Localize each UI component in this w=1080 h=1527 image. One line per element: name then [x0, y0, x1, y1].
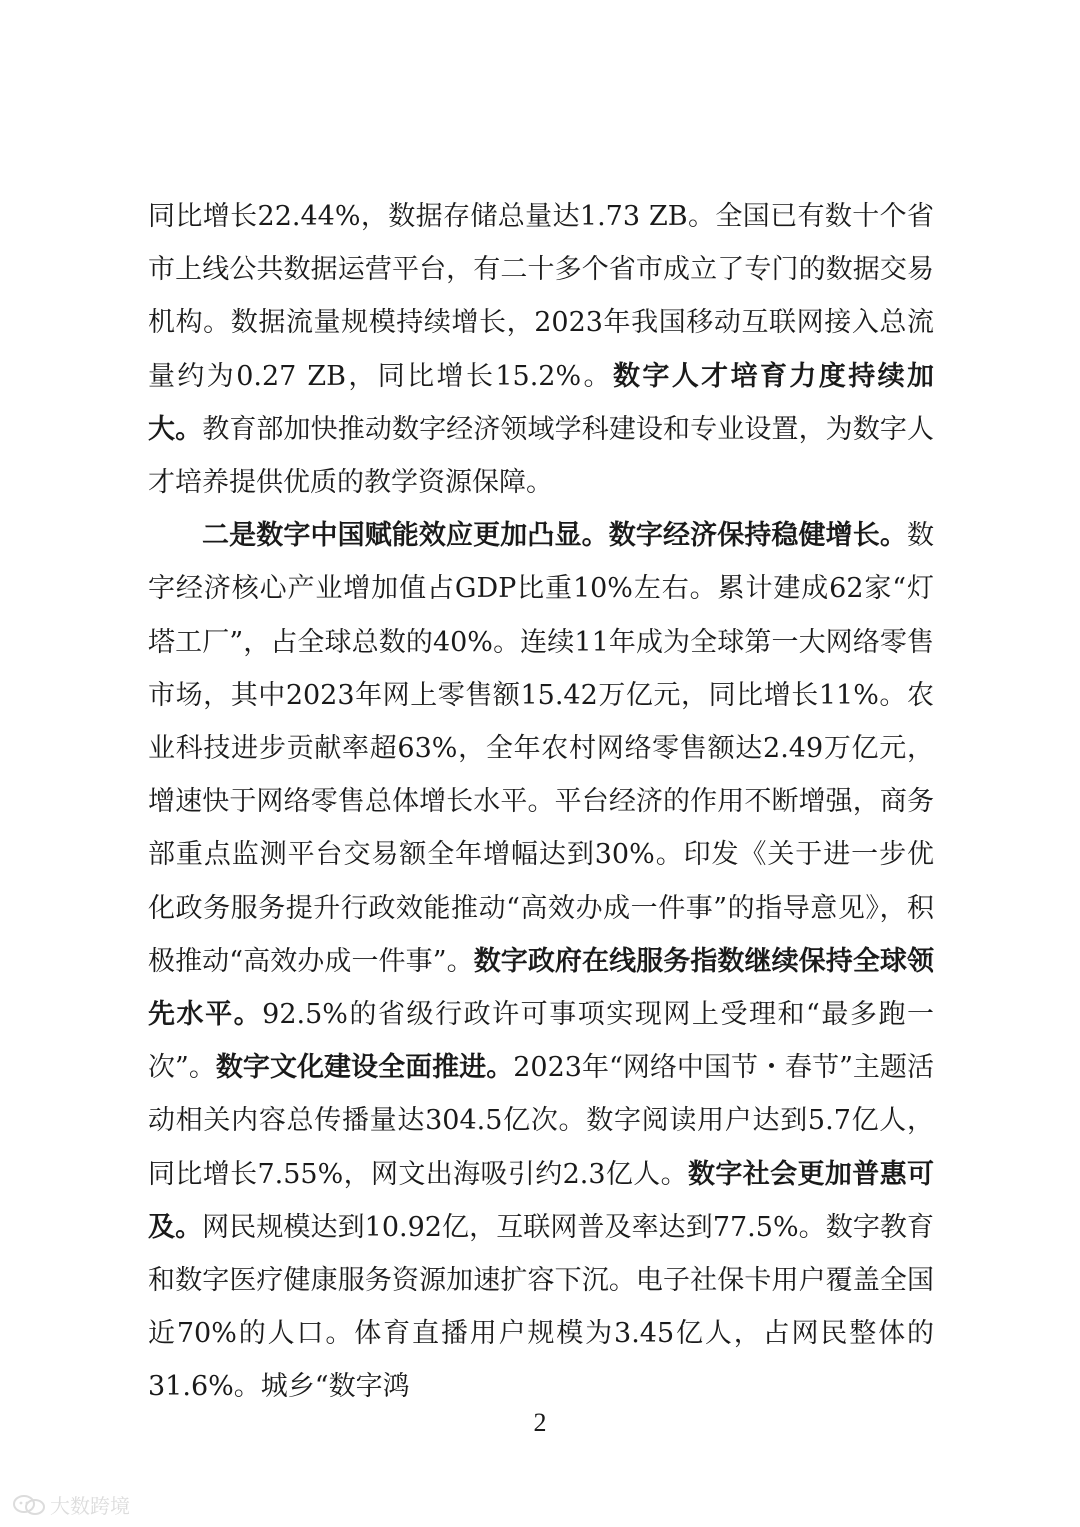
text-run: 92.5%的省级行政许可事项实现网上受理和“最多跑一次”。: [148, 999, 935, 1084]
page-number: 2: [533, 1408, 547, 1437]
watermark-text: 大数跨境: [50, 1494, 130, 1518]
watermark: [12, 1490, 130, 1519]
bold-heading-run: 二是数字中国赋能效应更加凸显。数字经济保持稳健增长。: [202, 520, 907, 552]
text-run: 2023年“网络中国节・春节”主题活动相关内容总传播量达304.5亿次。数字阅读用户达到5.7亿人，同比增长7.55%，网文出海吸引约2.3亿人。: [148, 1052, 934, 1190]
paragraph-1: [148, 190, 934, 509]
bold-heading-run: 数字文化建设全面推进。: [215, 1052, 514, 1084]
bold-heading-run: 数字社会更加普惠可及。: [148, 1158, 935, 1243]
bold-heading-run: 数字政府在线服务指数继续保持全球领先水平。: [148, 945, 935, 1031]
text-run: 同比增长22.44%，数据存储总量达1.73 ZB。全国已有数十个省市上线公共数据运营平台，有二十多个省市成立了专门的数据交易机构。数据流量规模持续增长，2023年我国移动互联网接入总流量约为0.27 ZB，同比增长15.2%。: [148, 201, 934, 392]
bold-heading-run: 数字人才培育力度持续加大。: [148, 360, 935, 445]
document-body: [148, 190, 934, 1414]
paragraph-2: [148, 509, 934, 1413]
wechat-logo-icon: [12, 1494, 46, 1516]
text-run: 教育部加快推动数字经济领域学科建设和专业设置，为数字人才培养提供优质的教学资源保障。: [148, 413, 935, 499]
text-run: 网民规模达到10.92亿，互联网普及率达到77.5%。数字教育和数字医疗健康服务资源加速扩容下沉。电子社保卡用户覆盖全国近70%的人口。体育直播用户规模为3.45亿人，占网民整体的31.6%。城乡“数字鸿: [148, 1211, 935, 1403]
text-run: 数字经济核心产业增加值占GDP比重10%左右。累计建成62家“灯塔工厂”，占全球总数的40%。连续11年成为全球第一大网络零售市场，其中2023年网上零售额15.42万亿元，同比增长11%。农业科技进步贡献率超63%，全年农村网络零售额达2.49万亿元，增速快于网络零售总体增长水平。平台经济的作用不断增强，商务部重点监测平台交易额全年增幅达到30%。印发《关于进一步优化政务服务提升行政效能推动“高效办成一件事”的指导意见》，积极推动“高效办成一件事”。: [148, 520, 934, 977]
